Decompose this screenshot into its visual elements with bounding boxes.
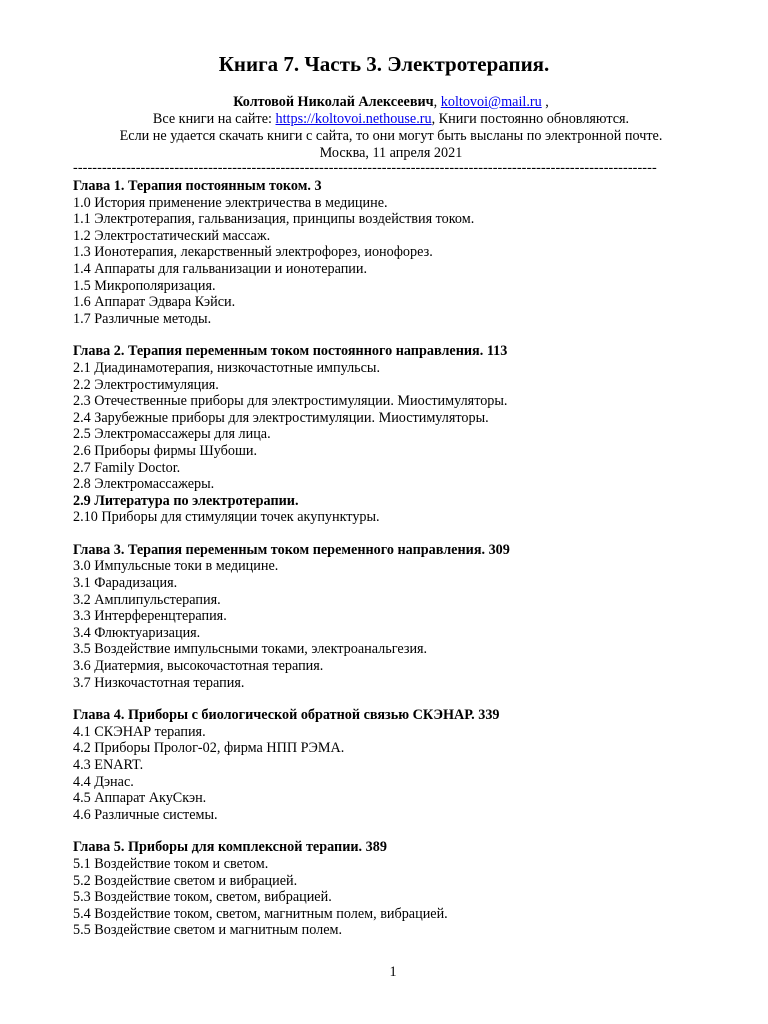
toc-item: 4.6 Различные системы. [73, 806, 218, 823]
toc-item: 5.2 Воздействие светом и вибрацией. [73, 872, 298, 889]
notice-line: Если не удается скачать книги с сайта, то они могут быть высланы по электронной почте. [119, 128, 663, 144]
chapter-heading: Глава 2. Терапия переменным током постоянного направления. 113 [73, 343, 508, 360]
toc-item: 2.6 Приборы фирмы Шубоши. [73, 442, 258, 459]
toc-item: 3.0 Импульсные токи в медицине. [73, 558, 279, 575]
author-separator: , [433, 94, 441, 110]
author-name: Колтовой Николай Алексеевич [233, 94, 434, 110]
table-of-contents [73, 178, 713, 939]
date-line: Москва, 11 апреля 2021 [319, 145, 463, 161]
chapter-3 [73, 542, 713, 691]
toc-item: 4.5 Аппарат АкуСкэн. [73, 790, 207, 807]
toc-item: 1.4 Аппараты для гальванизации и ионотерапии. [73, 260, 368, 277]
toc-item: 5.5 Воздействие светом и магнитным полем. [73, 922, 343, 939]
toc-item: 1.2 Электростатический массаж. [73, 227, 271, 244]
toc-item: 3.2 Амплипульстерапия. [73, 591, 221, 608]
toc-item: 3.4 Флюктуаризация. [73, 624, 201, 641]
toc-item: 5.1 Воздействие током и светом. [73, 855, 269, 872]
chapter-2 [73, 343, 713, 526]
toc-item: 3.5 Воздействие импульсными токами, электроанальгезия. [73, 641, 428, 658]
toc-item: 2.5 Электромассажеры для лица. [73, 426, 271, 443]
toc-item: 5.4 Воздействие током, светом, магнитным полем, вибрацией. [73, 905, 448, 922]
toc-item: 3.6 Диатермия, высокочастотная терапия. [73, 658, 324, 675]
toc-item: 2.7 Family Doctor. [73, 459, 181, 476]
toc-item: 4.4 Дэнас. [73, 773, 134, 790]
toc-item: 3.7 Низкочастотная терапия. [73, 674, 245, 691]
toc-item: 4.2 Приборы Пролог-02, фирма НПП РЭМА. [73, 740, 345, 757]
site-line [0, 111, 768, 128]
toc-item: 2.9 Литература по электротерапии. [73, 492, 299, 509]
chapter-4 [73, 707, 713, 823]
chapter-5 [73, 839, 713, 939]
toc-item: 4.1 СКЭНАР терапия. [73, 723, 206, 740]
toc-item: 1.1 Электротерапия, гальванизация, принципы воздействия током. [73, 211, 475, 228]
toc-item: 2.8 Электромассажеры. [73, 476, 215, 493]
toc-item: 5.3 Воздействие током, светом, вибрацией. [73, 889, 332, 906]
toc-item: 3.3 Интерференцтерапия. [73, 608, 227, 625]
page-number: 1 [389, 964, 397, 980]
toc-item: 2.4 Зарубежные приборы для электростимуляции. Миостимуляторы. [73, 409, 489, 426]
email-link[interactable]: koltovoi@mail.ru [440, 94, 542, 110]
site-link[interactable]: https://koltovoi.nethouse.ru [275, 111, 432, 127]
site-suffix: , Книги постоянно обновляются. [431, 111, 630, 127]
toc-item: 1.7 Различные методы. [73, 310, 212, 327]
toc-item: 1.0 История применение электричества в медицине. [73, 194, 388, 211]
toc-item: 1.3 Ионотерапия, лекарственный электрофорез, ионофорез. [73, 244, 433, 261]
toc-item: 3.1 Фарадизация. [73, 575, 178, 592]
document-title: Книга 7. Часть 3. Электротерапия. [218, 52, 550, 76]
toc-item: 2.10 Приборы для стимуляции точек акупунктуры. [73, 509, 380, 526]
site-prefix: Все книги на сайте: [152, 111, 276, 127]
toc-item: 2.1 Диадинамотерапия, низкочастотные импульсы. [73, 359, 381, 376]
email-tail: , [541, 94, 549, 110]
divider-line: ------------------------------------------------------------------------------------------------------------------------- [73, 160, 657, 176]
toc-item: 2.3 Отечественные приборы для электростимуляции. Миостимуляторы. [73, 393, 508, 410]
author-line [0, 94, 768, 111]
chapter-1 [73, 178, 713, 327]
toc-item: 4.3 ENART. [73, 757, 144, 773]
toc-item: 1.6 Аппарат Эдвара Кэйси. [73, 294, 236, 311]
chapter-heading: Глава 4. Приборы с биологической обратной связью СКЭНАР. 339 [73, 707, 500, 724]
toc-item: 2.2 Электростимуляция. [73, 376, 219, 393]
chapter-heading: Глава 5. Приборы для комплексной терапии. 389 [73, 839, 387, 856]
chapter-heading: Глава 3. Терапия переменным током переменного направления. 309 [73, 541, 510, 558]
chapter-heading: Глава 1. Терапия постоянным током. 3 [73, 178, 322, 194]
toc-item: 1.5 Микрополяризация. [73, 277, 216, 294]
